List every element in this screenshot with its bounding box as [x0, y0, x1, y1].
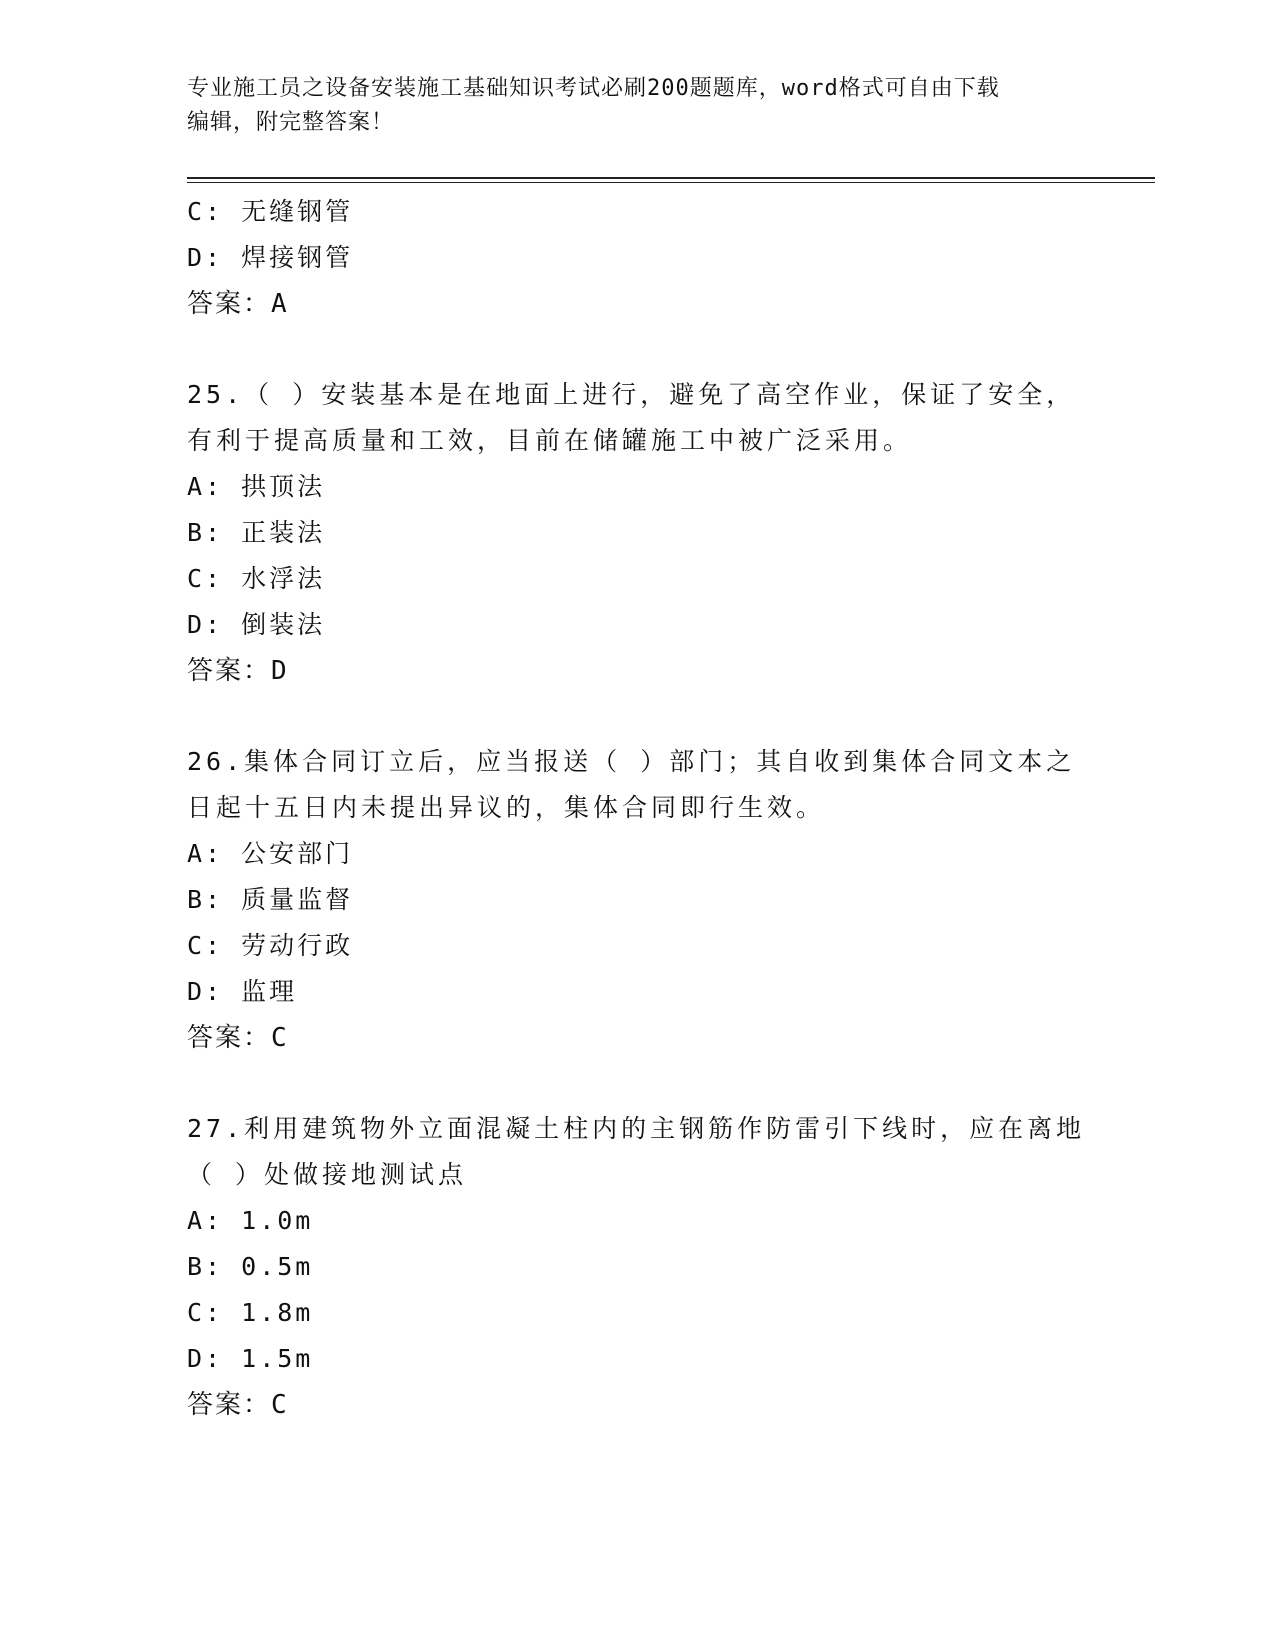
option-d: D: 1.5m: [187, 1344, 314, 1373]
question-stem-line-1: 27.利用建筑物外立面混凝土柱内的主钢筋作防雷引下线时，应在离地: [187, 1114, 1086, 1143]
option-a: A: 1.0m: [187, 1206, 314, 1235]
answer-label: 答案：: [187, 1023, 272, 1053]
option-b: B: 质量监督: [187, 885, 354, 914]
header-divider-thick: [187, 177, 1155, 179]
header-divider-thin: [187, 182, 1155, 183]
spacer: [187, 694, 1087, 739]
spacer: [187, 327, 1087, 372]
question-26: [187, 739, 1087, 1061]
answer-label: 答案：: [187, 1390, 272, 1420]
question-stem-line-2: （ ）处做接地测试点: [187, 1160, 468, 1189]
option-d: D: 监理: [187, 977, 298, 1006]
answer-line: [187, 281, 1087, 327]
question-stem-line-1: 25.（ ）安装基本是在地面上进行，避免了高空作业，保证了安全，: [187, 380, 1076, 409]
question-stem-line-1: 26.集体合同订立后，应当报送（ ）部门；其自收到集体合同文本之: [187, 747, 1076, 776]
question-content: [187, 189, 1087, 1428]
option-c: C: 1.8m: [187, 1298, 314, 1327]
option-c: C: 无缝钢管: [187, 197, 354, 226]
option-c: C: 水浮法: [187, 564, 326, 593]
option-a: A: 公安部门: [187, 839, 354, 868]
answer-value: C: [271, 1390, 289, 1420]
header-title-line-1: 专业施工员之设备安装施工基础知识考试必刷200题题库，word格式可自由下载: [187, 76, 1000, 101]
answer-value: A: [271, 289, 289, 319]
question-27: [187, 1106, 1087, 1428]
option-b: B: 0.5m: [187, 1252, 314, 1281]
answer-line: [187, 1015, 1087, 1061]
answer-line: [187, 1382, 1087, 1428]
question-stem-line-2: 有利于提高质量和工效，目前在储罐施工中被广泛采用。: [187, 426, 913, 455]
answer-label: 答案：: [187, 289, 272, 319]
question-25: [187, 372, 1087, 694]
document-header: [187, 72, 1077, 140]
option-d: D: 焊接钢管: [187, 243, 354, 272]
header-title-line-2: 编辑，附完整答案！: [187, 110, 395, 135]
question-stem-line-2: 日起十五日内未提出异议的，集体合同即行生效。: [187, 793, 826, 822]
answer-line: [187, 648, 1087, 694]
answer-label: 答案：: [187, 656, 272, 686]
option-d: D: 倒装法: [187, 610, 326, 639]
question-fragment: [187, 189, 1087, 327]
answer-value: C: [271, 1023, 289, 1053]
answer-value: D: [271, 656, 289, 686]
option-c: C: 劳动行政: [187, 931, 354, 960]
spacer: [187, 1061, 1087, 1106]
option-a: A: 拱顶法: [187, 472, 326, 501]
option-b: B: 正装法: [187, 518, 326, 547]
